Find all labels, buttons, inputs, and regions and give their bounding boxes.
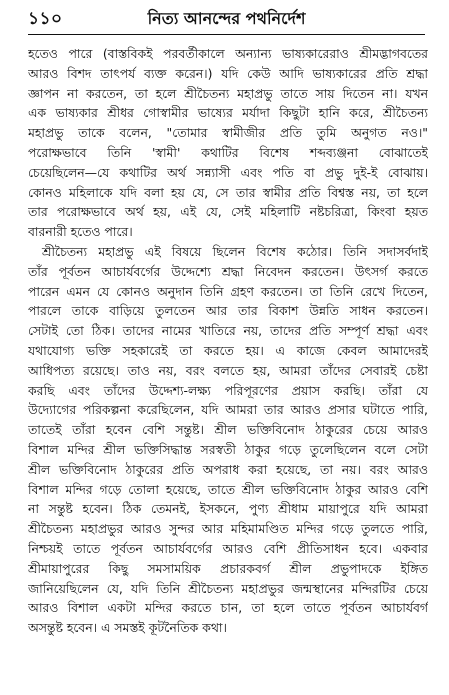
text-line: তাতেই তাঁরা হবেন বেশি সন্তুষ্ট। শ্রীল ভক্তিবিনোদ ঠাকুরের চেয়ে আরও xyxy=(28,422,428,438)
text-line: হতেও পারে (বাস্তবিকই পরবর্তীকালে অন্যান্য ভাষ্যকারেরাও শ্রীমদ্ভাগবতের xyxy=(28,46,428,61)
text-line: শ্রীচৈতন্য মহাপ্রভু এই বিষয়ে ছিলেন বিশেষ কঠোর। তিনি সদাসর্বদাই xyxy=(42,243,428,259)
text-line: কোনও মহিলাকে যদি বলা হয় যে, সে তার স্বামীর প্রতি বিশ্বস্ত নয়, তা হলে xyxy=(28,184,428,200)
body-text xyxy=(28,44,428,638)
text-line: করছি এবং তাঁদের উদ্দেশ্য-লক্ষ্য পরিপূরণের প্রয়াস করছি। তাঁরা যে xyxy=(28,382,428,398)
text-line: তাঁর পূর্বতন আচার্যবর্গের উদ্দেশ্যে শ্রদ্ধা নিবেদন করতেন। উৎসর্গ করতে xyxy=(28,263,428,279)
page-header xyxy=(28,4,425,34)
text-line: পরোক্ষভাবে তিনি 'স্বামী' কথাটির বিশেষ শব্দব্যঞ্জনা বোঝাতেই xyxy=(28,144,428,160)
text-line: বিশাল মন্দির গড়ে তোলা হয়েছে, তাতে শ্রীল ভক্তিবিনোদ ঠাকুর আরও বেশি xyxy=(28,481,428,497)
text-line: চেয়েছিলেন—যে কথাটির অর্থ সন্ন্যাসী এবং পতি বা প্রভু দুই-ই বোঝায়। xyxy=(28,164,428,180)
text-line: না সন্তুষ্ট হবেন। ঠিক তেমনই, ইসকনে, পুণ্য শ্রীধাম মায়াপুরে যদি আমরা xyxy=(28,501,428,517)
text-line: নিশ্চয়ই তাতে পূর্বতন আচার্যবর্গের আরও বেশি প্রীতিসাধন হবে। একবার xyxy=(28,540,428,556)
text-line: তার পরোক্ষভাবে অর্থ হয়, এই যে, সেই মহিলাটি নষ্টচরিত্রা, কিংবা হয়ত xyxy=(28,204,428,220)
text-line: জ্ঞাপন না করতেন, তা হলে শ্রীচৈতন্য মহাপ্রভু তাতে সায় দিতেন না। যখন xyxy=(28,85,428,101)
text-line: উদ্যোগের পরিকল্পনা করেছিলেন, যদি আমরা তার আরও প্রসার ঘটাতে পারি, xyxy=(28,402,428,418)
text-line: বারনারী হতেও পারে। xyxy=(28,224,133,240)
page-number: ১১০ xyxy=(28,9,63,29)
text-line: আরও বিশাল একটা মন্দির করতে চান, তা হলে তাতে পূর্বতন আচার্যবর্গ xyxy=(28,600,428,616)
text-line: আরও বিশদ তাৎপর্য ব্যক্ত করেন।) যদি কেউ আদি ভাষ্যকারের প্রতি শ্রদ্ধা xyxy=(28,65,428,81)
text-line: মহাপ্রভু তাকে বলেন, "তোমার স্বামীজীর প্রতি তুমি অনুগত নও।" xyxy=(28,125,428,141)
text-line: শ্রীল ভক্তিবিনোদ ঠাকুরের প্রতি অপরাধ করা হয়েছে, তা নয়। বরং আরও xyxy=(28,461,428,477)
text-line: জানিয়েছিলেন যে, যদি তিনি শ্রীচৈতন্য মহাপ্রভুর জন্মস্থানের মন্দিরটির চেয়ে xyxy=(28,580,428,596)
running-title: নিত্য আনন্দের পথনির্দেশ xyxy=(147,9,306,28)
text-line: এক ভাষ্যকার শ্রীধর গোস্বামীর ভাষ্যের মর্যাদা কিছুটা হানি করে, শ্রীচৈতন্য xyxy=(28,105,428,121)
text-line: আধিপত্য রয়েছে। তাও নয়, বরং বলতে হয়, আমরা তাঁদের সেবারই চেষ্টা xyxy=(28,362,428,378)
text-line: শ্রীমায়াপুরের কিছু সমসাময়িক প্রচারকবর্গ শ্রীল প্রভুপাদকে ইঙ্গিত xyxy=(28,560,428,576)
text-line: অসন্তুষ্ট হবেন। এ সমস্তই কূটনৈতিক কথা। xyxy=(28,620,227,636)
text-line: শ্রীচৈতন্য মহাপ্রভুর আরও সুন্দর আর মহিমামণ্ডিত মন্দির গড়ে তুলতে পারি, xyxy=(28,521,428,537)
text-line: পারেন এমন যে কোনও অনুদান তিনি গ্রহণ করতেন। তা তিনি রেখে দিতেন, xyxy=(28,283,428,299)
text-line: বিশাল মন্দির শ্রীল ভক্তিসিদ্ধান্ত সরস্বতী ঠাকুর গড়ে তুলেছিলেন বলে সেটা xyxy=(28,441,428,457)
text-line: যথাযোগ্য ভক্তি সহকারেই তা করতে হয়। এ কাজে কেবল আমাদেরই xyxy=(28,342,428,358)
header-rule xyxy=(28,34,425,35)
text-line: সেটাই তো ঠিক। তাদের নামের খাতিরে নয়, তাদের প্রতি সম্পূর্ণ শ্রদ্ধা এবং xyxy=(28,323,428,339)
text-line: পারলে তাকে বাড়িয়ে তুলতেন আর তার বিকাশ উন্নতি সাধন করতেন। xyxy=(28,303,428,319)
